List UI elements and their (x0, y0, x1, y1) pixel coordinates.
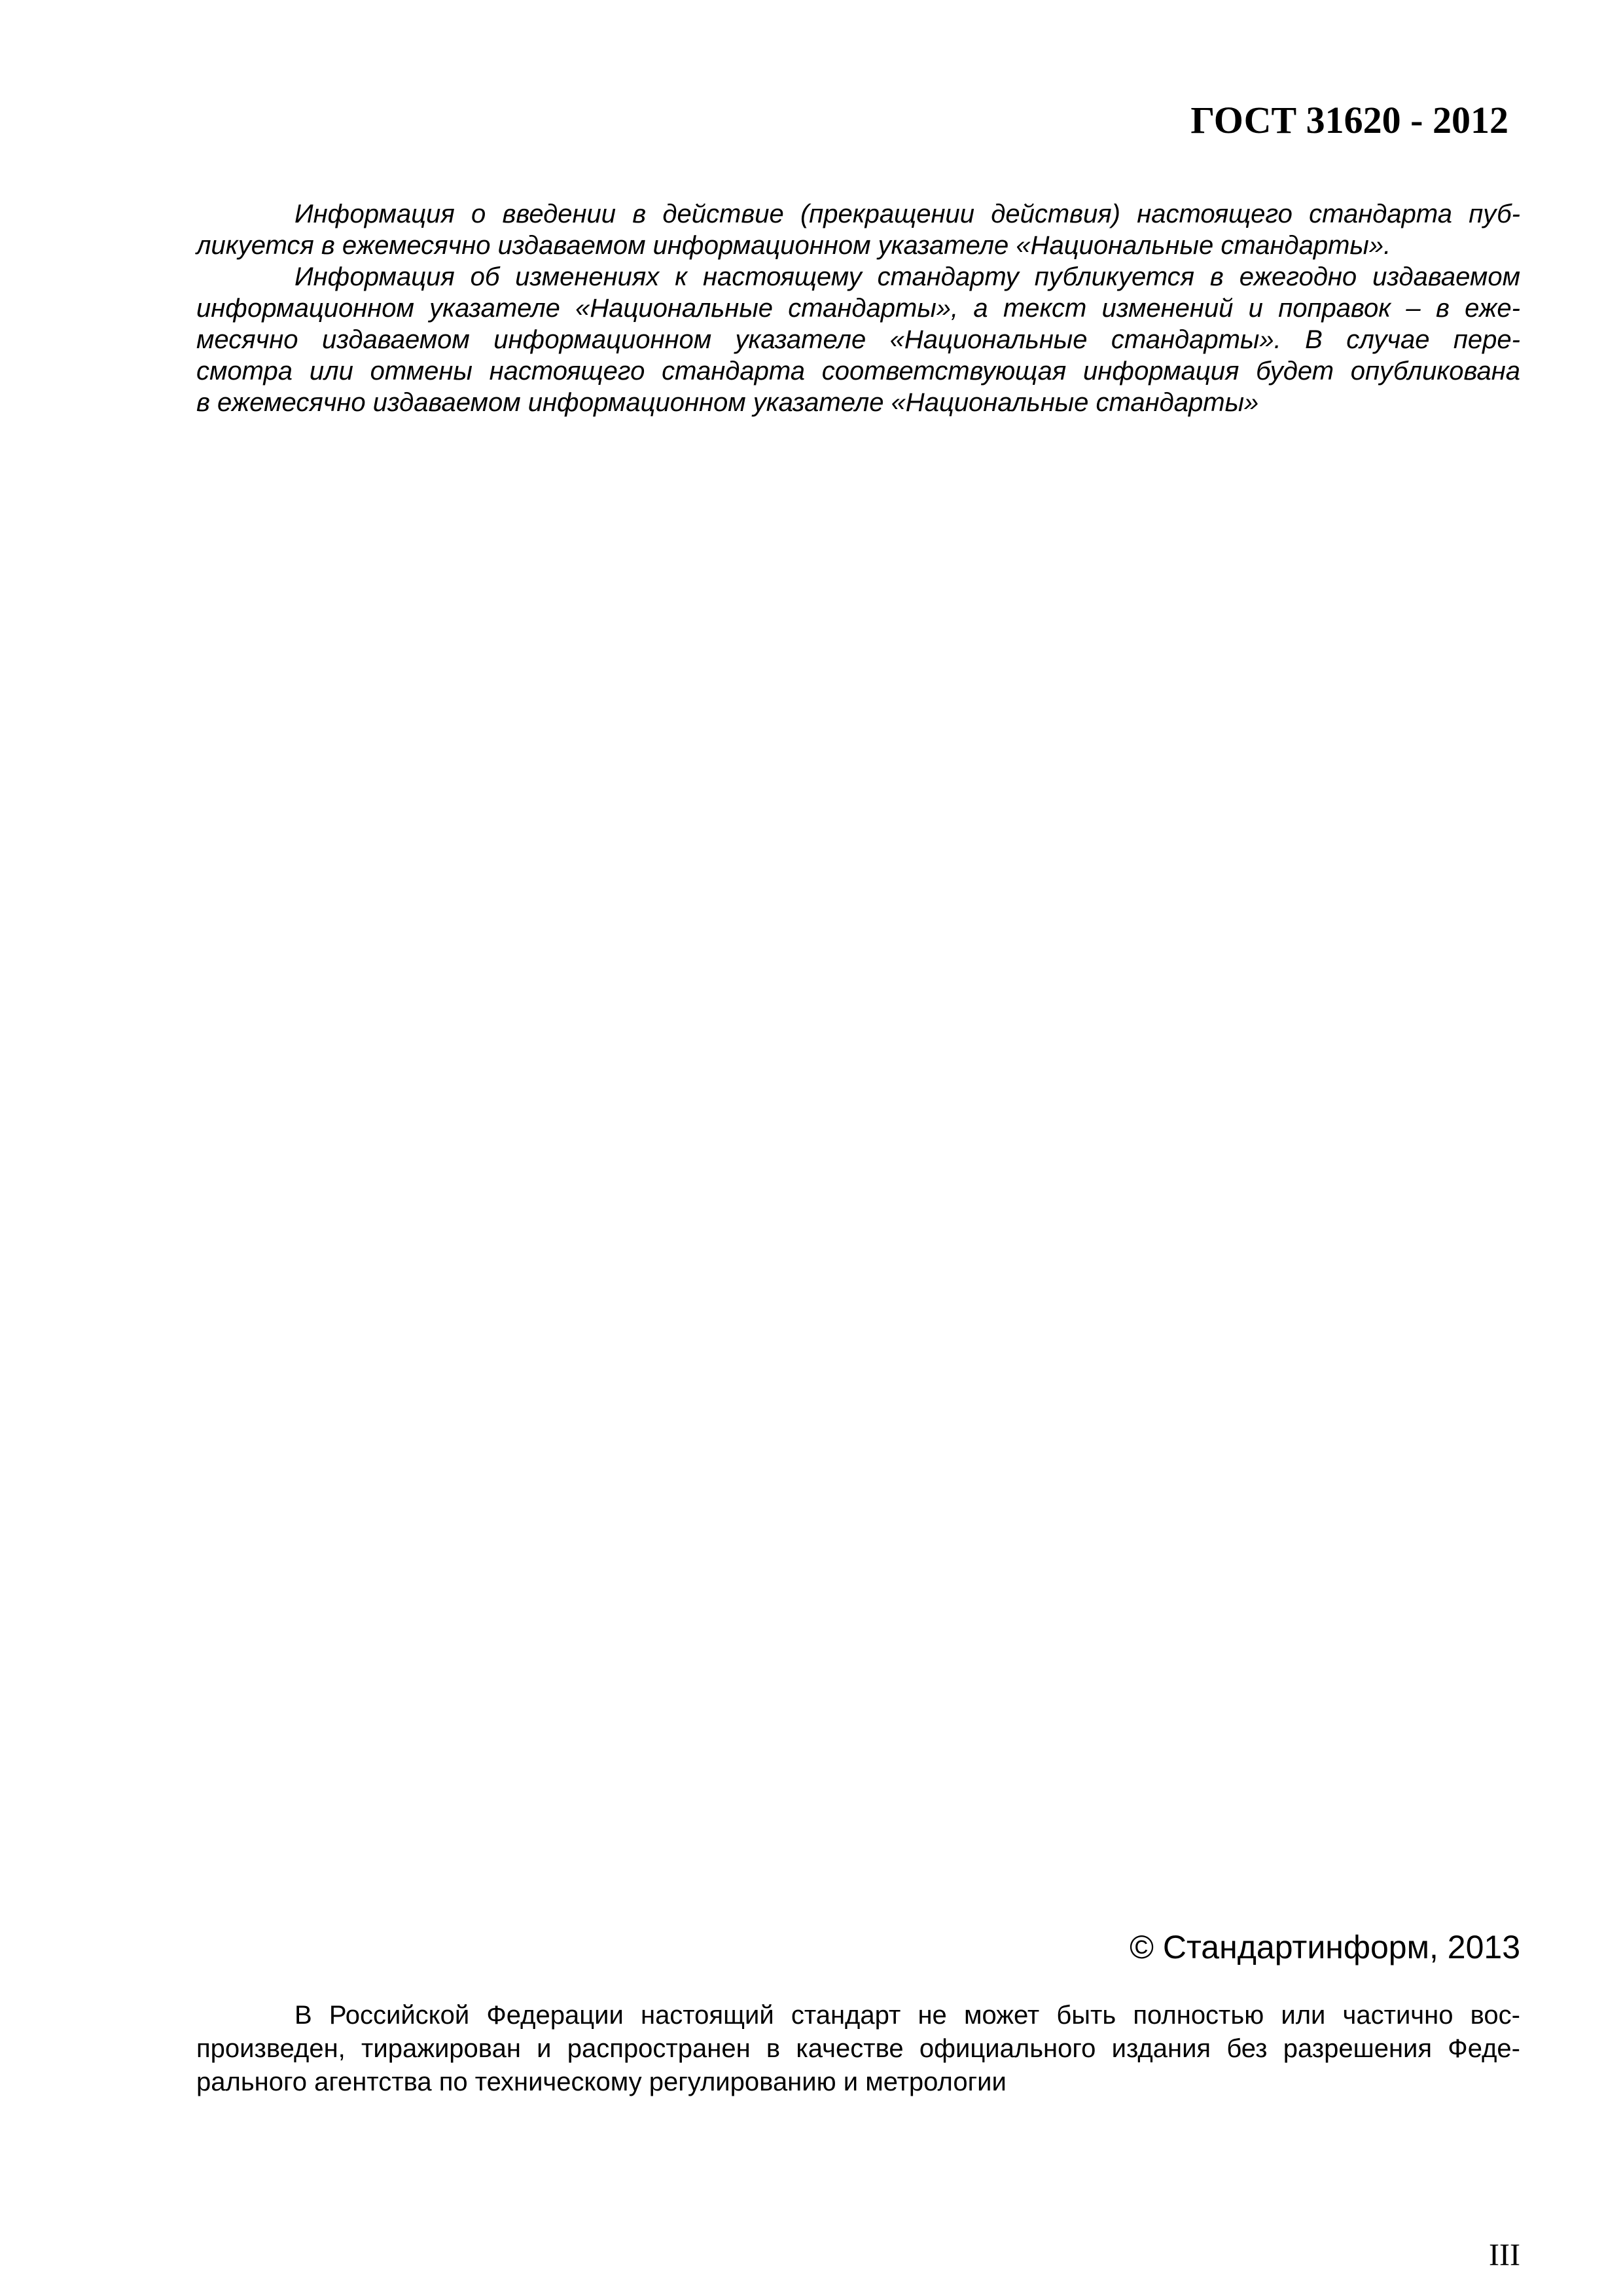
text-line: в ежемесячно издаваемом информационном указателе «Национальные стандарты» (196, 388, 1259, 417)
text-line: ликуется в ежемесячно издаваемом информационном указателе «Национальные стандарты». (196, 231, 1391, 260)
text-line: рального агентства по техническому регулированию и метрологии (196, 2068, 1007, 2096)
text-line: информационном указателе «Национальные стандарты», а текст изменений и поправок – в еже- (196, 294, 1520, 323)
text-line: В Российской Федерации настоящий стандарт не может быть полностью или частично вос- (294, 2001, 1520, 2030)
copyright-notice: © Стандартинформ, 2013 (1130, 1929, 1520, 1965)
text-line: Информация об изменениях к настоящему стандарту публикуется в ежегодно издаваемом (294, 262, 1520, 291)
text-line: произведен, тиражирован и распространен в качестве официального издания без разрешения Феде- (196, 2034, 1520, 2063)
text-line: месячно издаваемом информационном указателе «Национальные стандарты». В случае пере- (196, 325, 1520, 354)
text-line: смотра или отмены настоящего стандарта соответствующая информация будет опубликована (196, 357, 1520, 386)
text-line: Информация о введении в действие (прекращении действия) настоящего стандарта пуб- (294, 200, 1520, 228)
publication-info (196, 198, 1520, 418)
legal-notice (196, 1999, 1520, 2099)
page-number: III (1489, 2238, 1520, 2272)
document-title: ГОСТ 31620 - 2012 (1190, 99, 1508, 141)
